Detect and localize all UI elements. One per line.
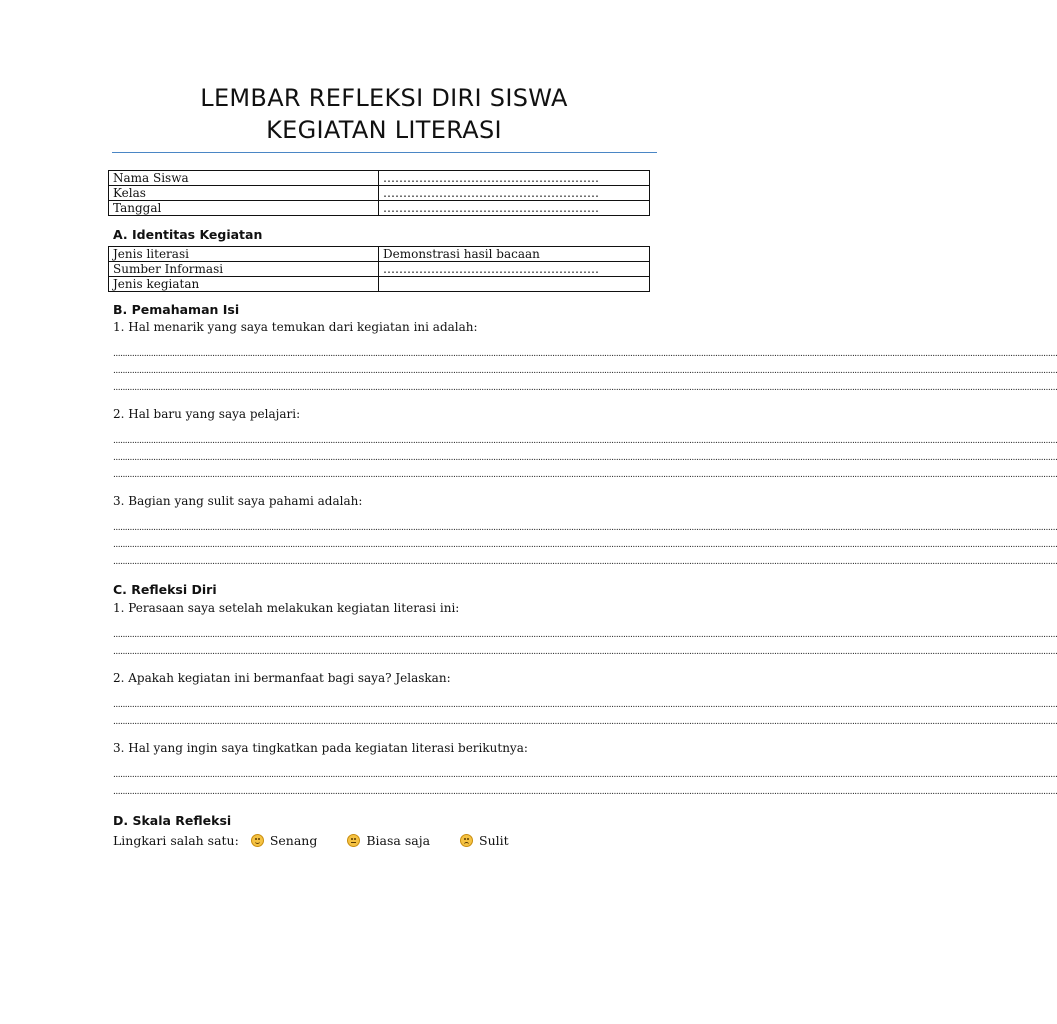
table-cell-label: Jenis kegiatan [109,277,379,292]
answer-line[interactable]: ................................................................................................................................................................................................................................................................................................................................................................................................................ [113,453,1057,463]
scale-option-senang[interactable] [251,833,318,848]
scale-option-label: Sulit [479,833,509,848]
page-title [0,82,768,146]
answer-line[interactable]: ................................................................................................................................................................................................................................................................................................................................................................................................................ [113,700,1057,710]
answer-line[interactable]: ................................................................................................................................................................................................................................................................................................................................................................................................................ [113,717,1057,727]
scale-option-label: Biasa saja [366,833,431,848]
date-field[interactable]: ……………………………………………… [379,201,650,216]
table-cell-label: Nama Siswa [109,171,379,186]
answer-line[interactable]: ................................................................................................................................................................................................................................................................................................................................................................................................................ [113,557,1057,567]
scale-option-biasa[interactable] [347,833,430,848]
question-c1: 1. Perasaan saya setelah melakukan kegiatan literasi ini: [113,601,460,615]
scale-prompt: Lingkari salah satu: [113,833,239,848]
table-row [109,247,650,262]
table-cell-label: Kelas [109,186,379,201]
answer-line[interactable]: ................................................................................................................................................................................................................................................................................................................................................................................................................ [113,523,1057,533]
answer-line[interactable]: ................................................................................................................................................................................................................................................................................................................................................................................................................ [113,383,1057,393]
student-identity-table [108,170,650,216]
student-name-field[interactable]: ……………………………………………… [379,171,650,186]
answer-line[interactable]: ................................................................................................................................................................................................................................................................................................................................................................................................................ [113,436,1057,446]
scale-option-sulit[interactable] [460,833,509,848]
answer-line[interactable]: ................................................................................................................................................................................................................................................................................................................................................................................................................ [113,647,1057,657]
scale-option-label: Senang [269,833,318,848]
answer-line[interactable]: ................................................................................................................................................................................................................................................................................................................................................................................................................ [113,787,1057,797]
answer-line[interactable]: ................................................................................................................................................................................................................................................................................................................................................................................................................ [113,470,1057,480]
table-row [109,171,650,186]
answer-line[interactable]: ................................................................................................................................................................................................................................................................................................................................................................................................................ [113,630,1057,640]
section-b-heading: B. Pemahaman Isi [113,302,240,317]
class-field[interactable]: ……………………………………………… [379,186,650,201]
table-row [109,262,650,277]
table-row [109,277,650,292]
table-cell-label: Jenis literasi [109,247,379,262]
question-b3: 3. Bagian yang sulit saya pahami adalah: [113,494,363,508]
question-b2: 2. Hal baru yang saya pelajari: [113,407,301,421]
title-line-2: KEGIATAN LITERASI [266,116,502,144]
table-cell-label: Tanggal [109,201,379,216]
table-row [109,186,650,201]
title-divider [112,152,657,153]
section-d-heading: D. Skala Refleksi [113,813,232,828]
table-row [109,201,650,216]
question-b1: 1. Hal menarik yang saya temukan dari kegiatan ini adalah: [113,320,478,334]
info-source-field[interactable]: ……………………………………………… [379,262,650,277]
activity-identity-table [108,246,650,292]
table-cell-label: Sumber Informasi [109,262,379,277]
frowning-face-icon [460,834,473,847]
neutral-face-icon [347,834,360,847]
reflection-scale [113,833,509,848]
activity-type-field[interactable] [379,277,650,292]
answer-line[interactable]: ................................................................................................................................................................................................................................................................................................................................................................................................................ [113,366,1057,376]
section-c-heading: C. Refleksi Diri [113,582,217,597]
answer-line[interactable]: ................................................................................................................................................................................................................................................................................................................................................................................................................ [113,349,1057,359]
question-c3: 3. Hal yang ingin saya tingkatkan pada kegiatan literasi berikutnya: [113,741,528,755]
smiling-face-icon [251,834,264,847]
title-line-1: LEMBAR REFLEKSI DIRI SISWA [200,84,568,112]
question-c2: 2. Apakah kegiatan ini bermanfaat bagi saya? Jelaskan: [113,671,451,685]
answer-line[interactable]: ................................................................................................................................................................................................................................................................................................................................................................................................................ [113,770,1057,780]
answer-line[interactable]: ................................................................................................................................................................................................................................................................................................................................................................................................................ [113,540,1057,550]
literacy-type-field[interactable]: Demonstrasi hasil bacaan [379,247,650,262]
section-a-heading: A. Identitas Kegiatan [113,227,263,242]
